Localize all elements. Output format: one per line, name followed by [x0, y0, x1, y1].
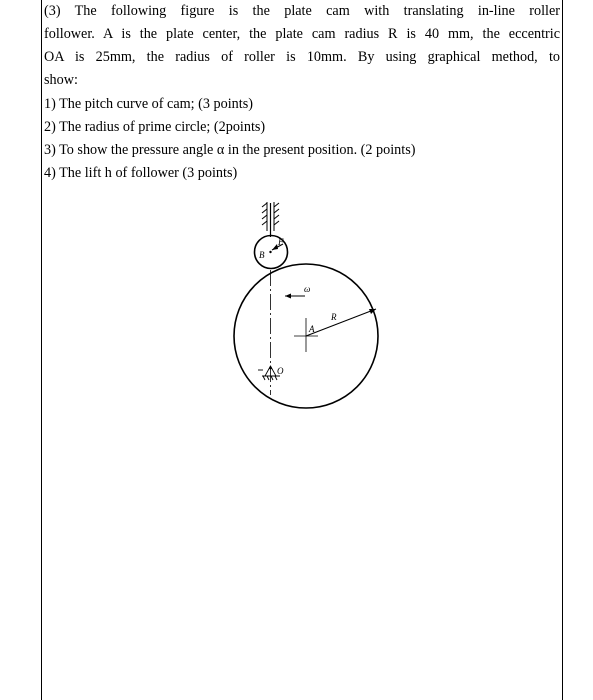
- question-item-1: 1) The pitch curve of cam; (3 points): [44, 96, 253, 112]
- roller-label: B: [259, 250, 265, 260]
- plate-center-label: A: [309, 324, 315, 334]
- question-item-2: 2) The radius of prime circle; (2points): [44, 119, 266, 135]
- roller-center: [269, 251, 271, 253]
- problem-line-3: OA is 25mm, the radius of roller is 10mm. By using graphical method, to: [44, 49, 560, 65]
- problem-line-1: (3) The following figure is the plate cam with translating in-line roller: [44, 3, 560, 19]
- pivot-point: [269, 367, 272, 370]
- omega-arrowhead: [285, 294, 291, 299]
- pivot-label: O: [277, 366, 284, 376]
- problem-line-2: follower. A is the plate center, the plate cam radius R is 40 mm, the eccentric: [44, 26, 560, 42]
- radius-label: R: [331, 312, 337, 322]
- omega-label: ω: [304, 284, 311, 294]
- radius-line: [306, 309, 376, 336]
- question-item-3: 3) To show the pressure angle α in the present position. (2 points): [44, 142, 416, 158]
- problem-line-4: show:: [44, 72, 78, 88]
- question-item-4: 4) The lift h of follower (3 points): [44, 165, 238, 181]
- follower-tag-label: F: [278, 237, 284, 247]
